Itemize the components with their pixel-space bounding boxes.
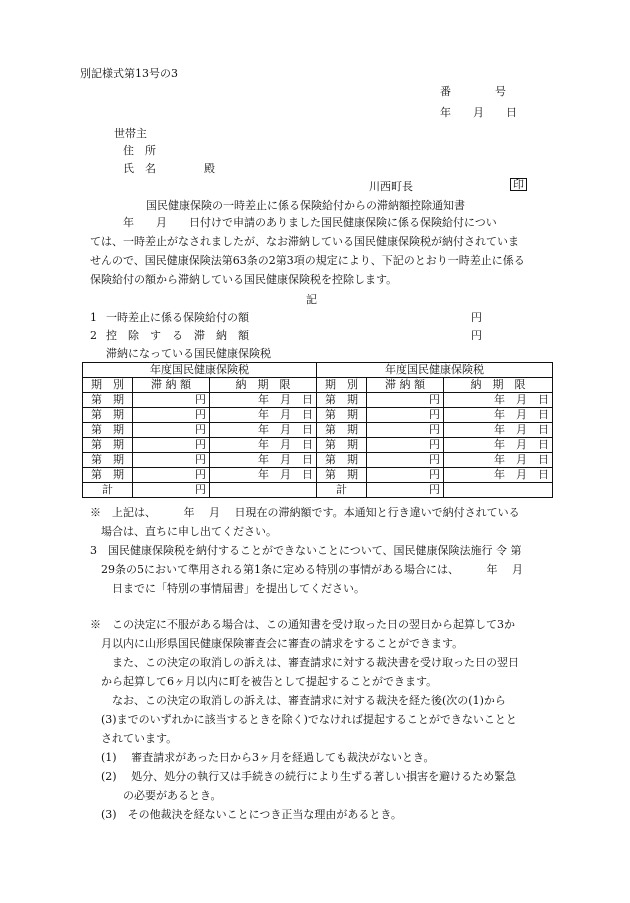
column-header-due-date: 納 期 限	[444, 378, 553, 393]
empty-cell	[210, 483, 317, 498]
addressee-role: 世帯主	[114, 127, 147, 140]
arrears-label: 滞納になっている国民健康保険税	[106, 347, 271, 360]
address-label: 住 所	[123, 144, 156, 157]
arrears-amount-cell: 円	[133, 423, 210, 438]
arrears-amount-cell: 円	[133, 408, 210, 423]
column-header-period: 期 別	[83, 378, 133, 393]
arrears-amount-cell: 円	[133, 393, 210, 408]
column-header-period: 期 別	[317, 378, 367, 393]
arrears-amount-cell: 円	[133, 438, 210, 453]
appeal-line: の必要があるとき。	[90, 789, 222, 802]
appeal-line: なお、この決定の取消しの訴えは、審査請求に対する裁決を経た後(次の(1)から	[90, 694, 506, 707]
due-date-cell: 年 月 日	[444, 423, 553, 438]
period-cell: 第 期	[317, 438, 367, 453]
intro-line: 年 月 日付けで申請のありました国民健康保険に係る保険給付につい	[90, 216, 497, 229]
item-2-unit: 円	[471, 329, 482, 342]
item-1-label: 一時差止に係る保険給付の額	[106, 311, 249, 324]
appeal-line: ※ この決定に不服がある場合は、この通知書を受け取った日の翌日から起算して3か	[90, 618, 515, 631]
arrears-amount-cell: 円	[133, 468, 210, 483]
due-date-cell: 年 月 日	[210, 468, 317, 483]
period-cell: 第 期	[83, 438, 133, 453]
arrears-amount-cell: 円	[367, 438, 444, 453]
table-row	[83, 393, 553, 408]
column-header-arrears: 滞 納 額	[367, 378, 444, 393]
appeal-line: されています。	[90, 732, 178, 745]
empty-cell	[444, 483, 553, 498]
period-cell: 第 期	[83, 408, 133, 423]
intro-line: せんので、国民健康保険法第63条の2第3項の規定により、下記のとおり一時差止に係る	[90, 254, 525, 267]
period-cell: 第 期	[83, 468, 133, 483]
item-3-line: 29条の5において準用される第1条に定める特別の事情がある場合には、 年 月	[90, 563, 523, 576]
intro-line: 保険給付の額から滞納している国民健康保険税を控除します。	[90, 273, 398, 286]
due-date-cell: 年 月 日	[210, 393, 317, 408]
total-label: 計	[317, 483, 367, 498]
period-cell: 第 期	[317, 393, 367, 408]
appeal-line: 月以内に山形県国民健康保険審査会に審査の請求をすることができます。	[90, 637, 464, 650]
period-cell: 第 期	[317, 423, 367, 438]
intro-line: ては、一時差止がなされましたが、なお滞納している国民健康保険税が納付されていま	[90, 235, 519, 248]
name-label: 氏 名	[123, 162, 156, 175]
issuer-title: 川西町長	[369, 180, 413, 193]
table-group-header-row	[83, 363, 553, 378]
note-line: ※ 上記は、 年 月 日現在の滞納額です。本通知と行き違いで納付されている	[90, 506, 520, 519]
arrears-amount-cell: 円	[367, 468, 444, 483]
due-date-cell: 年 月 日	[444, 438, 553, 453]
yen-unit: 円	[367, 483, 444, 498]
column-header-due-date: 納 期 限	[210, 378, 317, 393]
due-date-cell: 年 月 日	[210, 438, 317, 453]
document-number-label: 番 号	[440, 85, 506, 98]
note-line: 場合は、直ちに申し出てください。	[90, 525, 277, 538]
item-1-number: 1	[90, 311, 97, 324]
table-column-header-row	[83, 378, 553, 393]
due-date-cell: 年 月 日	[444, 468, 553, 483]
yen-unit: 円	[133, 483, 210, 498]
due-date-cell: 年 月 日	[444, 453, 553, 468]
arrears-table	[82, 362, 553, 498]
due-date-cell: 年 月 日	[210, 453, 317, 468]
arrears-amount-cell: 円	[367, 408, 444, 423]
group-header: 年度国民健康保険税	[317, 363, 553, 378]
table-row	[83, 468, 553, 483]
form-number: 別記様式第13号の3	[80, 67, 178, 80]
item-3-line: 3 国民健康保険税を納付することができないことについて、国民健康保険法施行 令 第	[90, 544, 522, 557]
total-label: 計	[83, 483, 133, 498]
period-cell: 第 期	[83, 453, 133, 468]
item-3-line: 日までに「特別の事情届書」を提出してください。	[90, 582, 365, 595]
appeal-line: (1) 審査請求があった日から3ヶ月を経過しても裁決がないとき。	[90, 751, 435, 764]
table-row	[83, 423, 553, 438]
item-1-unit: 円	[471, 311, 482, 324]
due-date-cell: 年 月 日	[444, 393, 553, 408]
appeal-line: (2) 処分、処分の執行又は手続きの続行により生ずる著しい損害を避けるため緊急	[90, 770, 517, 783]
arrears-amount-cell: 円	[367, 453, 444, 468]
arrears-amount-cell: 円	[133, 453, 210, 468]
arrears-amount-cell: 円	[367, 393, 444, 408]
item-2-label: 控 除 す る 滞 納 額	[106, 329, 249, 342]
item-3-paragraph	[90, 541, 560, 598]
document-title: 国民健康保険の一時差止に係る保険給付からの滞納額控除通知書	[146, 199, 465, 212]
due-date-cell: 年 月 日	[444, 408, 553, 423]
due-date-cell: 年 月 日	[210, 408, 317, 423]
appeal-line: (3)までのいずれかに該当するときを除く)でなければ提起することができないことと	[90, 713, 517, 726]
due-date-cell: 年 月 日	[210, 423, 317, 438]
table-row	[83, 453, 553, 468]
period-cell: 第 期	[317, 453, 367, 468]
document-date-label: 年 月 日	[440, 106, 517, 119]
appeal-line: から起算して6ヶ月以内に町を被告として提起することができます。	[90, 675, 438, 688]
appeal-line: また、この決定の取消しの訴えは、審査請求に対する裁決書を受け取った日の翌日	[90, 656, 519, 669]
period-cell: 第 期	[83, 393, 133, 408]
item-2-number: 2	[90, 329, 97, 342]
appeal-paragraph	[90, 615, 560, 824]
honorific: 殿	[204, 162, 215, 175]
ki-heading: 記	[306, 293, 317, 306]
period-cell: 第 期	[83, 423, 133, 438]
table-row	[83, 438, 553, 453]
seal-mark: 印	[510, 178, 527, 191]
column-header-arrears: 滞 納 額	[133, 378, 210, 393]
appeal-line: (3) その他裁決を経ないことにつき正当な理由があるとき。	[90, 808, 402, 821]
period-cell: 第 期	[317, 468, 367, 483]
period-cell: 第 期	[317, 408, 367, 423]
note-paragraph	[90, 503, 560, 541]
group-header: 年度国民健康保険税	[83, 363, 317, 378]
intro-paragraph	[90, 213, 560, 289]
arrears-amount-cell: 円	[367, 423, 444, 438]
table-total-row	[83, 483, 553, 498]
table-row	[83, 408, 553, 423]
